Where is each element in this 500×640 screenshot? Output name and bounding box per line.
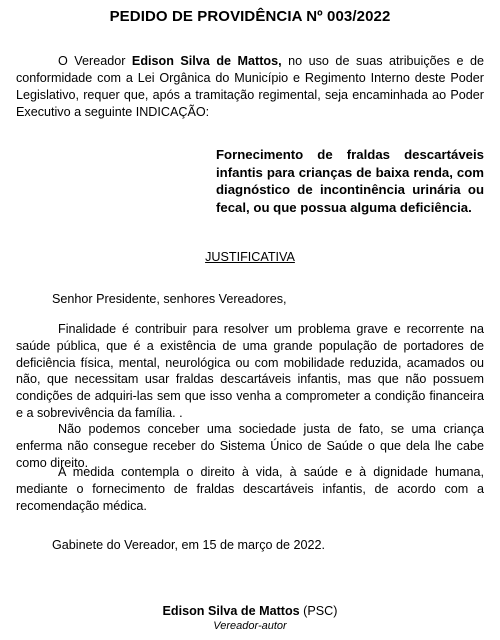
document-title: PEDIDO DE PROVIDÊNCIA Nº 003/2022 <box>109 8 391 25</box>
signature-name: Edison Silva de Mattos <box>162 604 300 618</box>
paragraph-text: Não podemos conceber uma sociedade justa de fato, se uma criança enferma não consegue receber do Sistema Único de Saúde o que dela lhe cabe como direito. <box>16 422 484 470</box>
justification-paragraph <box>16 321 484 422</box>
intro-prefix: O Vereador <box>58 54 132 68</box>
signature-line <box>0 604 500 618</box>
indication-text: Fornecimento de fraldas descartáveis infantis para crianças de baixa renda, com diagnóstico de incontinência urinária ou fecal, ou que possua alguma deficiência. <box>216 147 484 215</box>
signature-role: Vereador-autor <box>213 620 287 632</box>
paragraph-text: Finalidade é contribuir para resolver um problema grave e recorrente na saúde pública, que é a existência de uma grande população de portadores de deficiência física, mental, neurológica ou com mobilidade reduzida, acamados ou não, que necessitam usar fraldas descartáveis infantis, mas que não possuem condições de adquiri-las sem que isso venha a comprometer a condição financeira e a sobrevivência da família. . <box>16 322 484 420</box>
salutation: Senhor Presidente, senhores Vereadores, <box>52 292 287 306</box>
signature-party: (PSC) <box>299 604 338 618</box>
intro-text: no uso de suas atribuições e de conformidade com a Lei Orgânica do Município e Regimento Interno deste Poder Legislativo, requer que, após a tramitação regimental, seja encaminhada ao Poder Executivo a seguinte INDICAÇÃO: <box>16 54 484 119</box>
justification-heading: JUSTIFICATIVA <box>205 250 295 264</box>
intro-paragraph <box>16 53 484 121</box>
justification-paragraph <box>16 464 484 514</box>
paragraph-text: A medida contempla o direito à vida, à saúde e à dignidade humana, mediante o fornecimento de fraldas descartáveis infantis, de acordo com a recomendação médica. <box>16 465 484 513</box>
date-line: Gabinete do Vereador, em 15 de março de 2022. <box>52 538 326 552</box>
intro-author-name: Edison Silva de Mattos, <box>131 54 282 68</box>
